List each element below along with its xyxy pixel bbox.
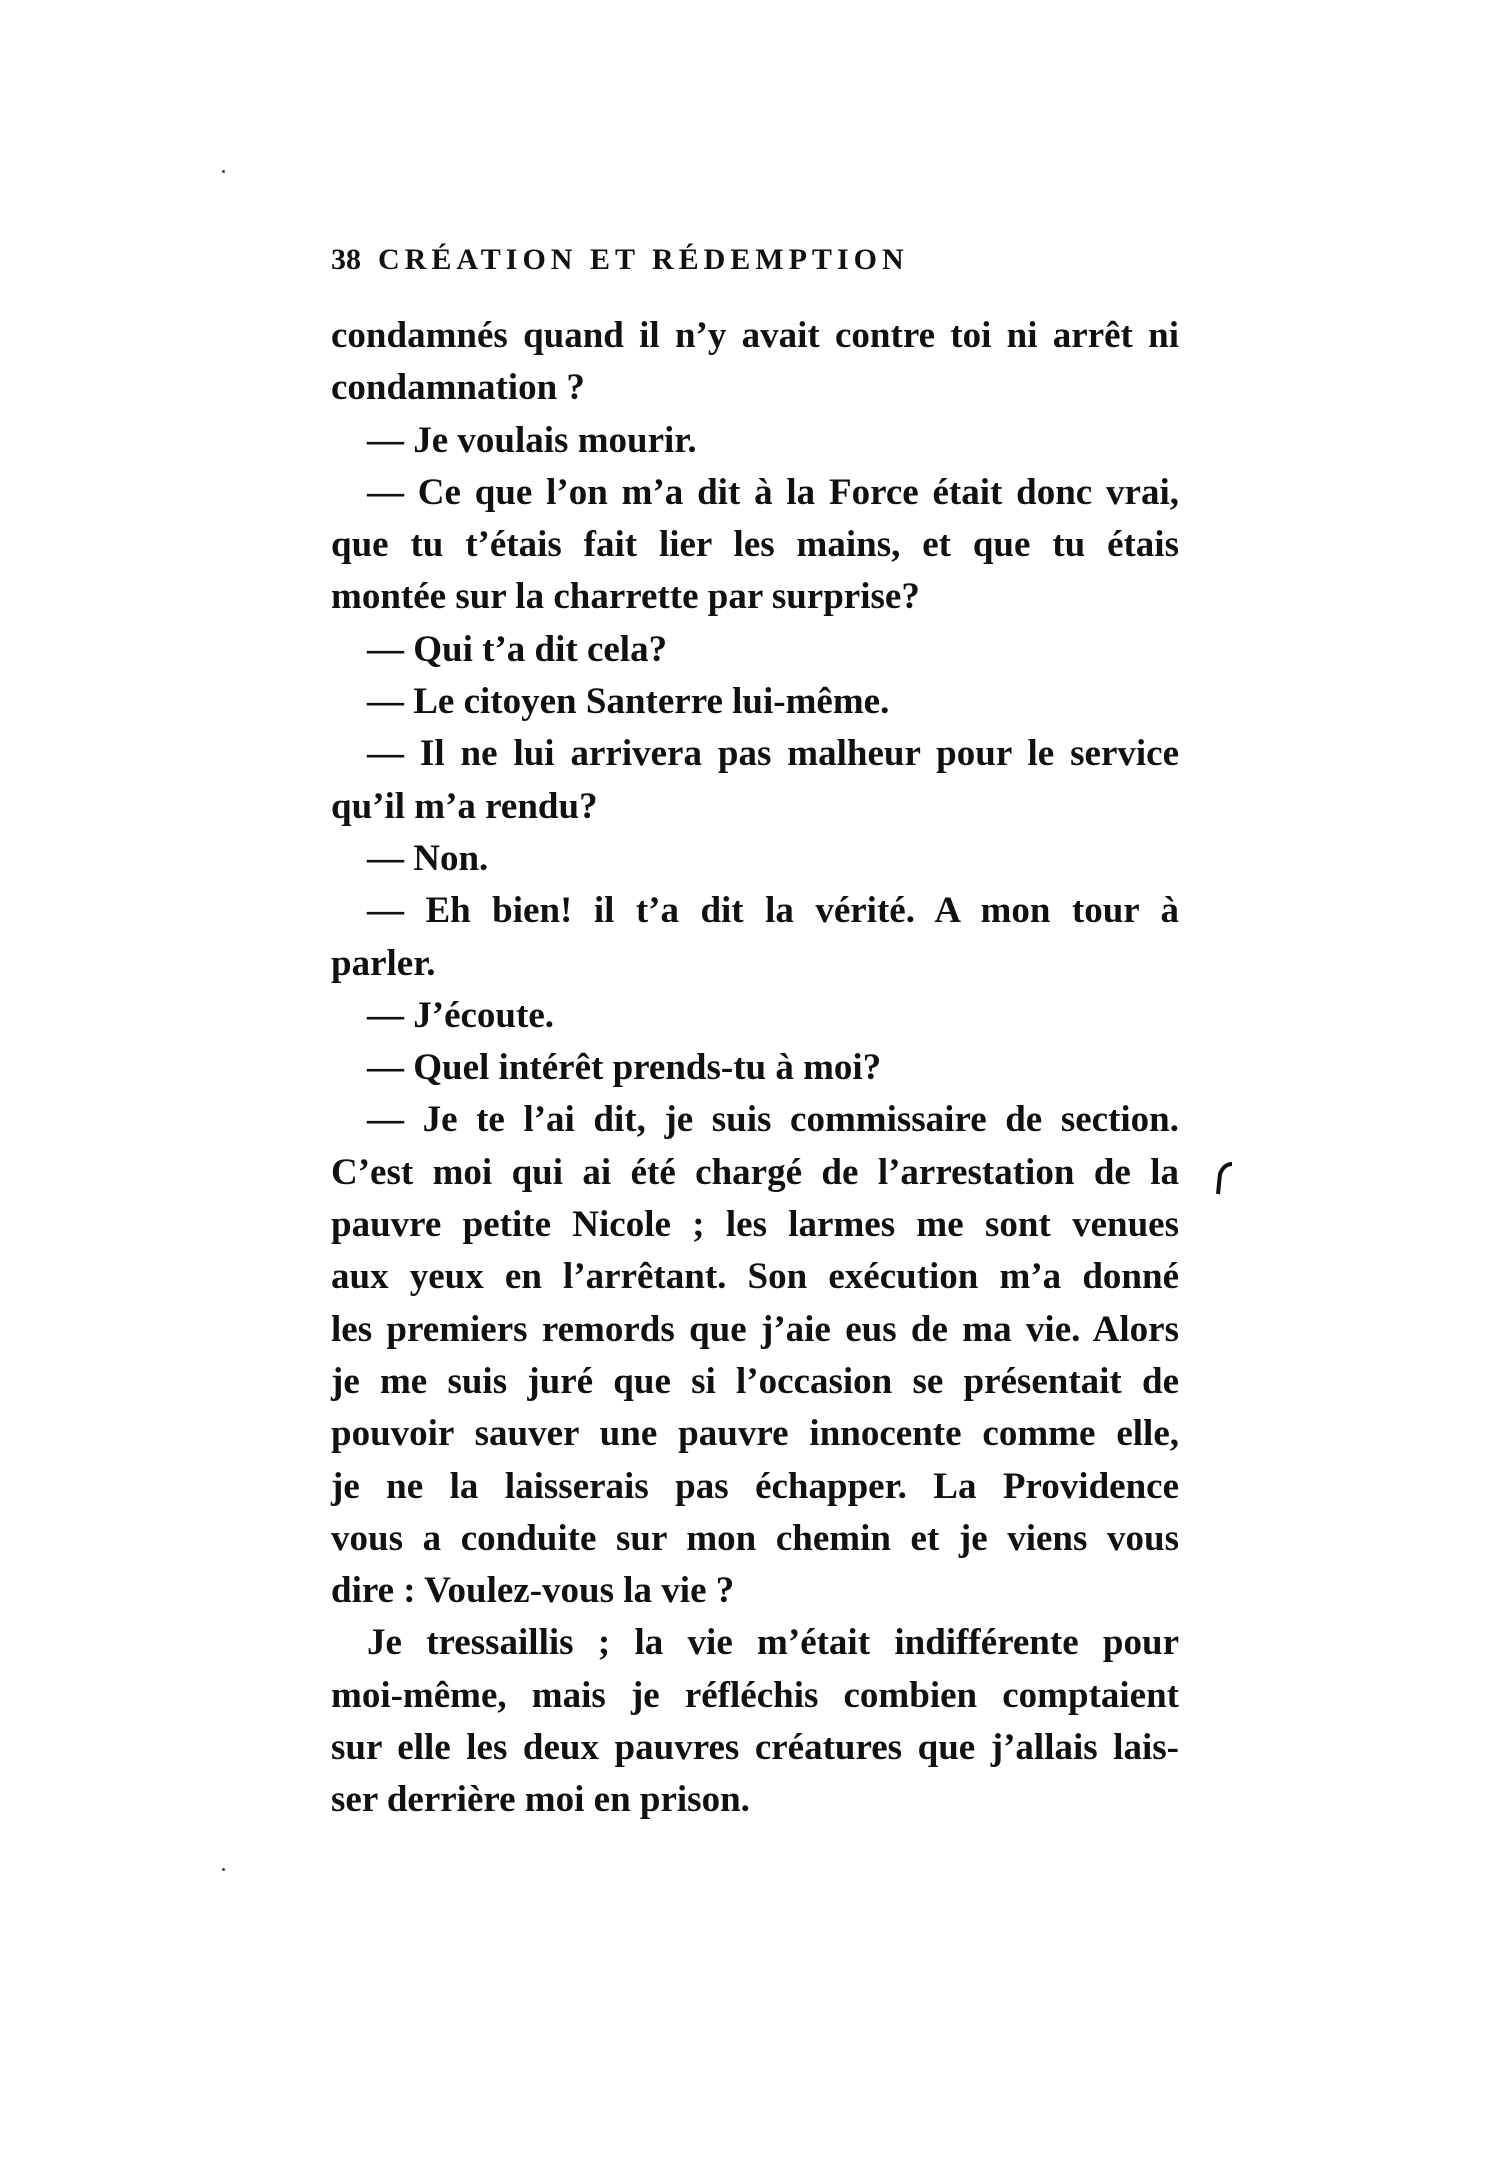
page-number: 38 (331, 243, 361, 276)
text-line: — Ce que l’on m’a dit à la Force était donc vrai, (367, 471, 1179, 513)
text-line: — Je voulais mourir. (367, 419, 697, 461)
text-line: — J’écoute. (367, 994, 554, 1036)
running-title: CRÉATION ET RÉDEMPTION (378, 243, 909, 276)
text-line: vous a conduite sur mon chemin et je viens vous (331, 1517, 1179, 1559)
text-line: ser derrière moi en prison. (331, 1779, 750, 1821)
text-line: condamnation ? (331, 367, 585, 409)
text-line: je ne la laisserais pas échapper. La Providence (331, 1465, 1179, 1507)
text-line: moi-même, mais je réfléchis combien comptaient (331, 1674, 1179, 1716)
page-body (331, 310, 1179, 1827)
running-header (331, 243, 1091, 283)
text-line: dire : Voulez-vous la vie ? (331, 1570, 735, 1612)
stray-dot (222, 170, 225, 173)
text-line: pauvre petite Nicole ; les larmes me sont venues (331, 1204, 1179, 1246)
text-line: condamnés quand il n’y avait contre toi ni arrêt ni (331, 315, 1179, 356)
text-line: — Qui t’a dit cela? (367, 628, 668, 670)
text-line: montée sur la charrette par surprise? (331, 576, 920, 618)
text-line: aux yeux en l’arrêtant. Son exécution m’a donné (331, 1256, 1179, 1298)
text-line: je me suis juré que si l’occasion se présentait de (331, 1360, 1179, 1402)
text-line: — Quel intérêt prends-tu à moi? (367, 1047, 882, 1089)
text-line: les premiers remords que j’aie eus de ma vie. Alors (331, 1308, 1179, 1350)
text-line: Je tressaillis ; la vie m’était indifférente pour (367, 1622, 1179, 1664)
stray-dot (222, 1868, 225, 1871)
text-line: sur elle les deux pauvres créatures que j’allais lais- (331, 1727, 1179, 1769)
text-line: qu’il m’a rendu? (331, 785, 598, 827)
text-line: — Je te l’ai dit, je suis commissaire de section. (367, 1099, 1179, 1141)
text-line: — Le citoyen Santerre lui-même. (367, 681, 890, 723)
text-line: — Non. (367, 837, 489, 879)
text-line: C’est moi qui ai été chargé de l’arrestation de la (331, 1151, 1179, 1193)
text-line: parler. (331, 942, 436, 984)
text-line: — Eh bien! il t’a dit la vérité. A mon tour à (367, 890, 1179, 932)
text-line: — Il ne lui arrivera pas malheur pour le service (367, 733, 1179, 775)
stray-ink-mark (1212, 1160, 1236, 1196)
text-line: pouvoir sauver une pauvre innocente comme elle, (331, 1413, 1179, 1455)
text-line: que tu t’étais fait lier les mains, et que tu étais (331, 524, 1179, 566)
